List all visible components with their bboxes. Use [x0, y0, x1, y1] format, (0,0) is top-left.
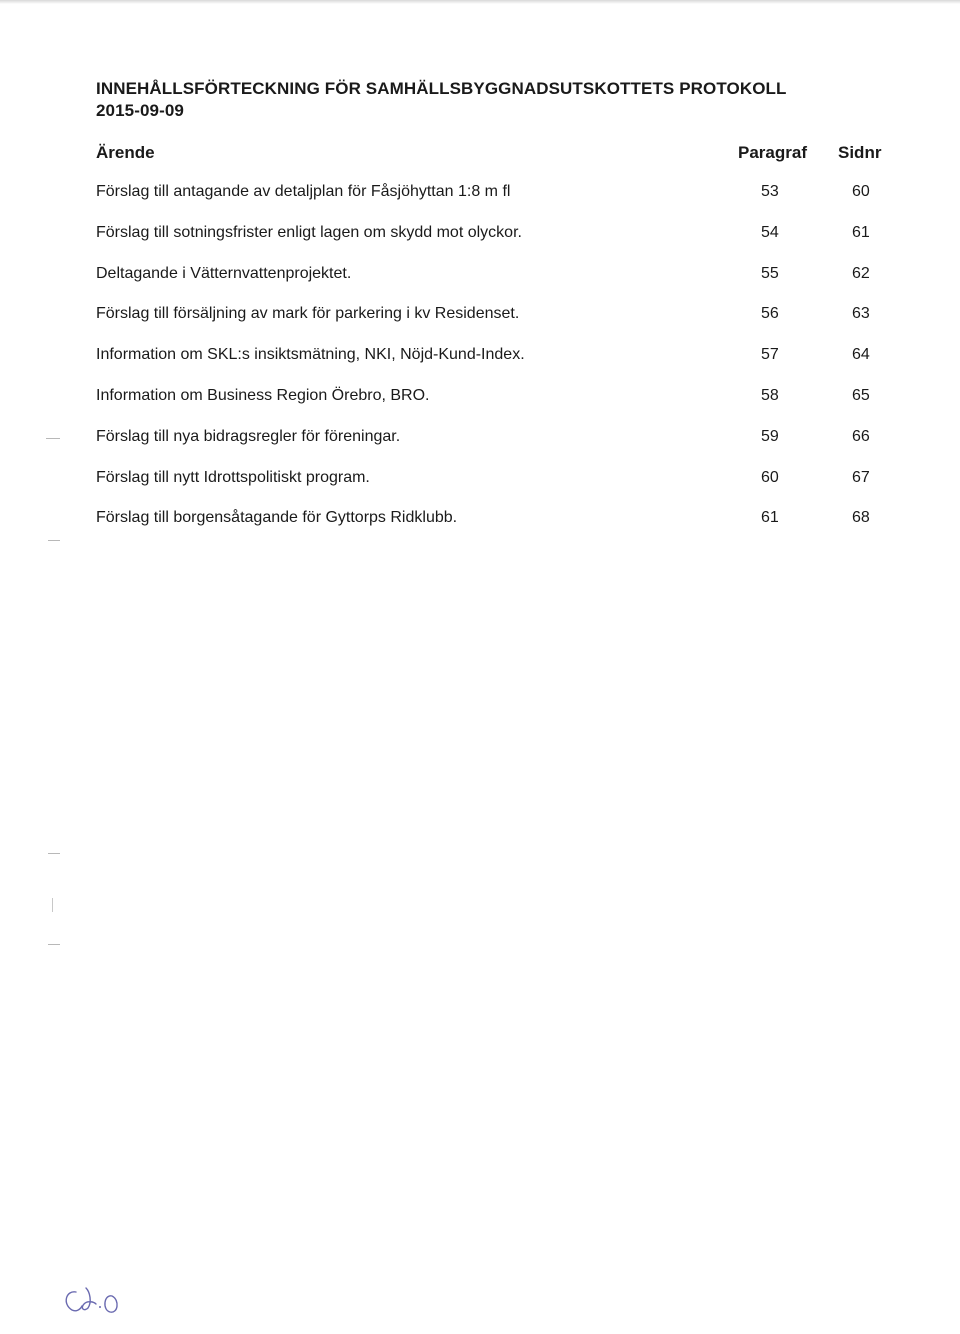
row-subject: Förslag till försäljning av mark för parkering i kv Residenset.	[96, 305, 520, 323]
scan-top-edge	[0, 0, 960, 4]
margin-mark	[48, 944, 60, 945]
row-subject: Deltagande i Vätternvattenprojektet.	[96, 264, 352, 282]
row-subject: Förslag till sotningsfrister enligt lagen om skydd mot olyckor.	[96, 223, 522, 241]
table-row	[0, 183, 960, 224]
row-subject: Information om Business Region Örebro, BRO.	[96, 386, 430, 404]
table-row	[0, 428, 960, 469]
row-page: 65	[852, 386, 870, 404]
row-page: 63	[852, 305, 870, 323]
table-row	[0, 224, 960, 265]
row-page: 60	[852, 183, 870, 200]
row-paragraph: 54	[761, 223, 779, 241]
table-row	[0, 265, 960, 306]
column-header-subject: Ärende	[96, 143, 155, 162]
contents-table	[0, 183, 960, 550]
table-row	[0, 305, 960, 346]
row-paragraph: 60	[761, 468, 779, 486]
table-row	[0, 387, 960, 428]
row-subject: Förslag till borgensåtagande för Gyttorps Ridklubb.	[96, 509, 458, 527]
row-page: 67	[852, 468, 870, 486]
table-row	[0, 346, 960, 387]
document-title	[96, 78, 787, 122]
margin-mark	[48, 540, 60, 541]
row-page: 62	[852, 264, 870, 282]
row-subject: Förslag till antagande av detaljplan för Fåsjöhyttan 1:8 m fl	[96, 183, 511, 200]
row-page: 66	[852, 427, 870, 445]
row-paragraph: 61	[761, 509, 779, 527]
handwritten-initials-signature	[60, 1282, 124, 1318]
row-page: 68	[852, 509, 870, 527]
row-page: 64	[852, 346, 870, 364]
column-header-page: Sidnr	[838, 143, 882, 162]
margin-mark	[48, 853, 60, 854]
margin-tick	[52, 898, 53, 912]
row-page: 61	[852, 223, 870, 241]
table-row	[0, 509, 960, 550]
row-paragraph: 55	[761, 264, 779, 282]
row-paragraph: 53	[761, 183, 779, 200]
row-paragraph: 59	[761, 427, 779, 445]
row-paragraph: 58	[761, 386, 779, 404]
title-line-1: INNEHÅLLSFÖRTECKNING FÖR SAMHÄLLSBYGGNADSUTSKOTTETS PROTOKOLL	[96, 79, 787, 98]
row-subject: Information om SKL:s insiktsmätning, NKI, Nöjd-Kund-Index.	[96, 346, 525, 364]
row-paragraph: 56	[761, 305, 779, 323]
margin-mark	[46, 438, 60, 439]
row-paragraph: 57	[761, 346, 779, 364]
table-row	[0, 469, 960, 510]
column-header-paragraph: Paragraf	[738, 143, 807, 162]
title-date: 2015-09-09	[96, 101, 184, 120]
row-subject: Förslag till nya bidragsregler för föreningar.	[96, 427, 401, 445]
row-subject: Förslag till nytt Idrottspolitiskt program.	[96, 468, 370, 486]
